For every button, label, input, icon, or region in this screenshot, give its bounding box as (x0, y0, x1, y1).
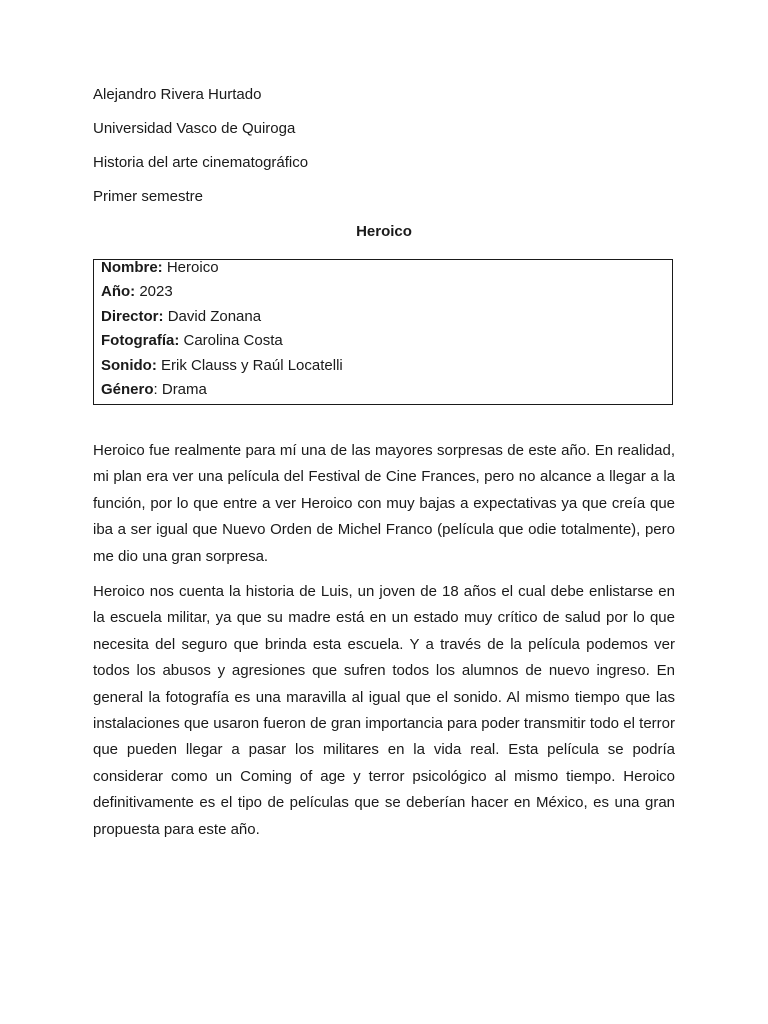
document-title: Heroico (356, 223, 412, 240)
info-value: 2023 (139, 283, 173, 301)
author-name: Alejandro Rivera Hurtado (93, 86, 262, 103)
info-label: Año: (101, 283, 136, 301)
info-value: David Zonana (167, 307, 262, 325)
info-label: Nombre: (101, 259, 163, 276)
info-label: Director: (101, 307, 164, 325)
info-row-nombre (101, 256, 665, 280)
info-label: Sonido: (101, 356, 157, 374)
info-value: Erik Clauss y Raúl Locatelli (161, 356, 343, 374)
info-separator: : (153, 381, 162, 399)
semester-label: Primer semestre (93, 188, 204, 205)
info-row-fotografia (101, 329, 665, 353)
review-paragraph-1: Heroico fue realmente para mí una de las mayores sorpresas de este año. En realidad, mi plan era ver una película del Festival de Cine Frances, pero no alcance a llegar a la función, por lo que entre a ver Heroico con muy bajas a expectativas ya que creía que iba a ser igual que Nuevo Orden de Michel Franco (película que odie totalmente), pero me dio una gran sorpresa. (93, 442, 675, 565)
review-paragraph-2: Heroico nos cuenta la historia de Luis, un joven de 18 años el cual debe enlistarse en la escuela militar, ya que su madre está en un estado muy crítico de salud por lo que necesita del seguro que brinda esta escuela. Y a través de la película podemos ver todos los abusos y agresiones que sufren todos los alumnos de nuevo ingreso. En general la fotografía es una maravilla al igual que el sonido. Al mismo tiempo que las instalaciones que usaron fueron de gran importancia para poder transmitir todo el terror que pueden llegar a pasar los militares en la vida real. Esta película se podría considerar como un Coming of age y terror psicológico al mismo tiempo. Heroico definitivamente es el tipo de películas que se deberían hacer en México, es una gran propuesta para este año. (93, 583, 675, 838)
info-label: Género (101, 381, 154, 399)
film-info-box (93, 259, 673, 405)
info-label: Fotografía: (101, 332, 180, 350)
info-row-director (101, 305, 665, 329)
university-name: Universidad Vasco de Quiroga (93, 120, 296, 137)
info-value: Drama (161, 381, 207, 399)
info-value: Heroico (166, 259, 219, 276)
info-row-sonido (101, 354, 665, 378)
info-row-genero (101, 378, 665, 402)
info-value: Carolina Costa (183, 332, 283, 350)
info-row-ano (101, 280, 665, 304)
review-body (93, 438, 675, 852)
course-name: Historia del arte cinematográfico (93, 154, 309, 171)
